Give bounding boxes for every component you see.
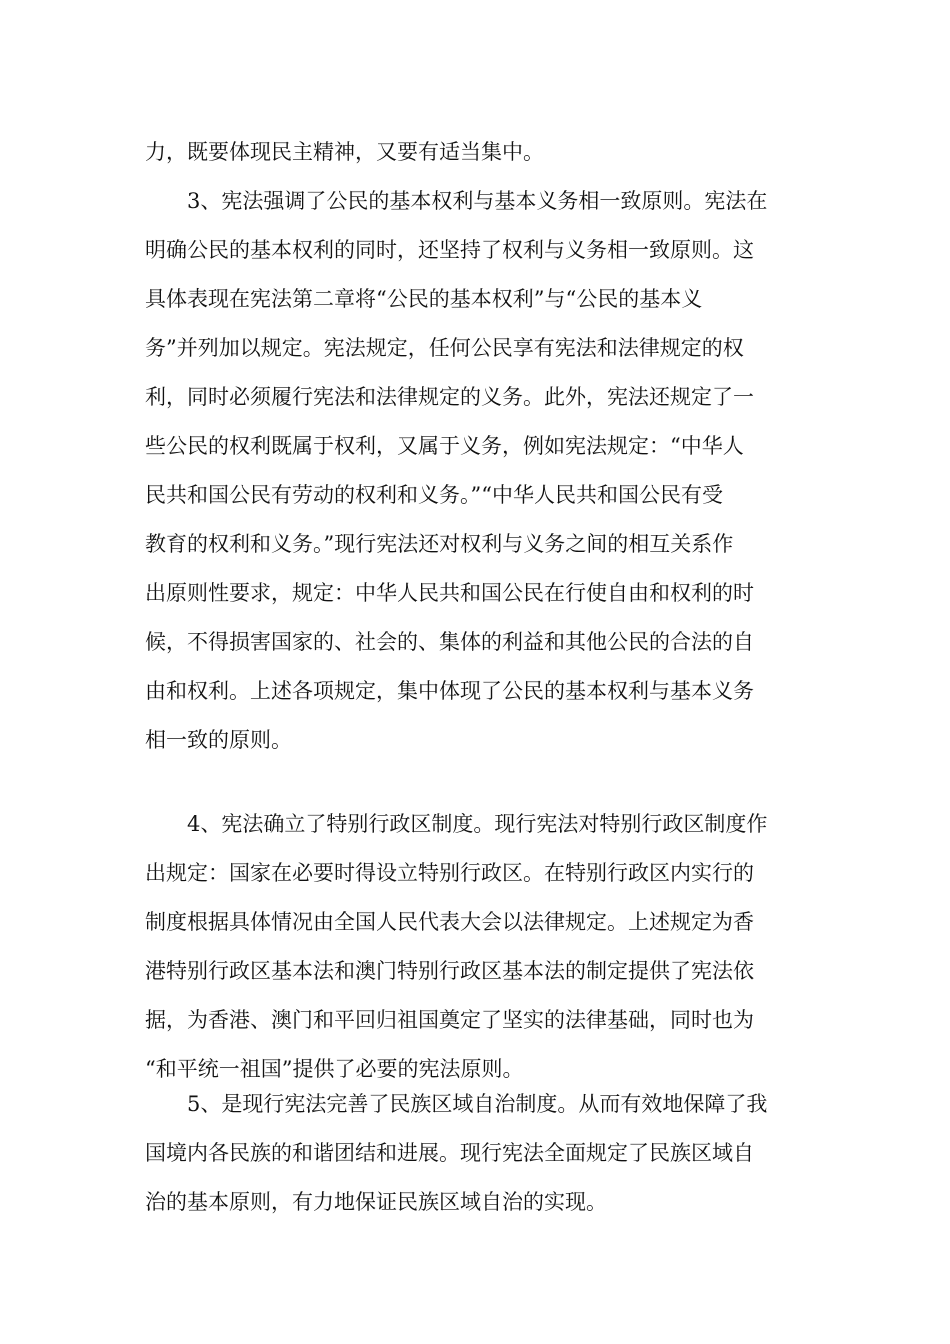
text-line: 据，为香港、澳门和平回归祖国奠定了坚实的法律基础，同时也为: [145, 1008, 754, 1032]
text-line: 3、宪法强调了公民的基本权利与基本义务相一致原则。宪法在: [187, 189, 768, 213]
text-line: 出规定：国家在必要时得设立特别行政区。在特别行政区内实行的: [145, 861, 754, 885]
text-line: 教育的权利和义务。”现行宪法还对权利与义务之间的相互关系作: [145, 532, 734, 556]
text-line: 务”并列加以规定。宪法规定，任何公民享有宪法和法律规定的权: [145, 336, 744, 360]
text-line: 明确公民的基本权利的同时，还坚持了权利与义务相一致原则。这: [145, 238, 754, 262]
text-line: 制度根据具体情况由全国人民代表大会以法律规定。上述规定为香: [145, 910, 754, 934]
text-line: 由和权利。上述各项规定，集中体现了公民的基本权利与基本义务: [145, 679, 754, 703]
paragraph-4-special-administrative-regions: [145, 800, 807, 1094]
text-line: 些公民的权利既属于权利，又属于义务，例如宪法规定：“中华人: [145, 434, 744, 458]
text-line: 民共和国公民有劳动的权利和义务。”“中华人民共和国公民有受: [145, 483, 723, 507]
paragraph-5-regional-autonomy: [145, 1080, 807, 1227]
text-line: 候，不得损害国家的、社会的、集体的利益和其他公民的合法的自: [145, 630, 754, 654]
text-line: 国境内各民族的和谐团结和进展。现行宪法全面规定了民族区域自: [145, 1141, 754, 1165]
text-line: 治的基本原则，有力地保证民族区域自治的实现。: [145, 1190, 607, 1214]
text-line: 具体表现在宪法第二章将“公民的基本权利”与“公民的基本义: [145, 287, 703, 311]
text-line: 出原则性要求，规定：中华人民共和国公民在行使自由和权利的时: [145, 581, 754, 605]
text-line: 相一致的原则。: [145, 728, 292, 752]
text-line: 利，同时必须履行宪法和法律规定的义务。此外，宪法还规定了一: [145, 385, 754, 409]
text-line: 4、宪法确立了特别行政区制度。现行宪法对特别行政区制度作: [187, 812, 768, 836]
text-line: “和平统一祖国”提供了必要的宪法原则。: [145, 1057, 524, 1081]
text-line: 力，既要体现民主精神，又要有适当集中。: [145, 140, 544, 164]
paragraph-3-rights-and-duties: [145, 177, 807, 765]
text-line: 港特别行政区基本法和澳门特别行政区基本法的制定提供了宪法依: [145, 959, 754, 983]
paragraph-continuation: [145, 128, 807, 177]
text-line: 5、是现行宪法完善了民族区域自治制度。从而有效地保障了我: [187, 1092, 768, 1116]
